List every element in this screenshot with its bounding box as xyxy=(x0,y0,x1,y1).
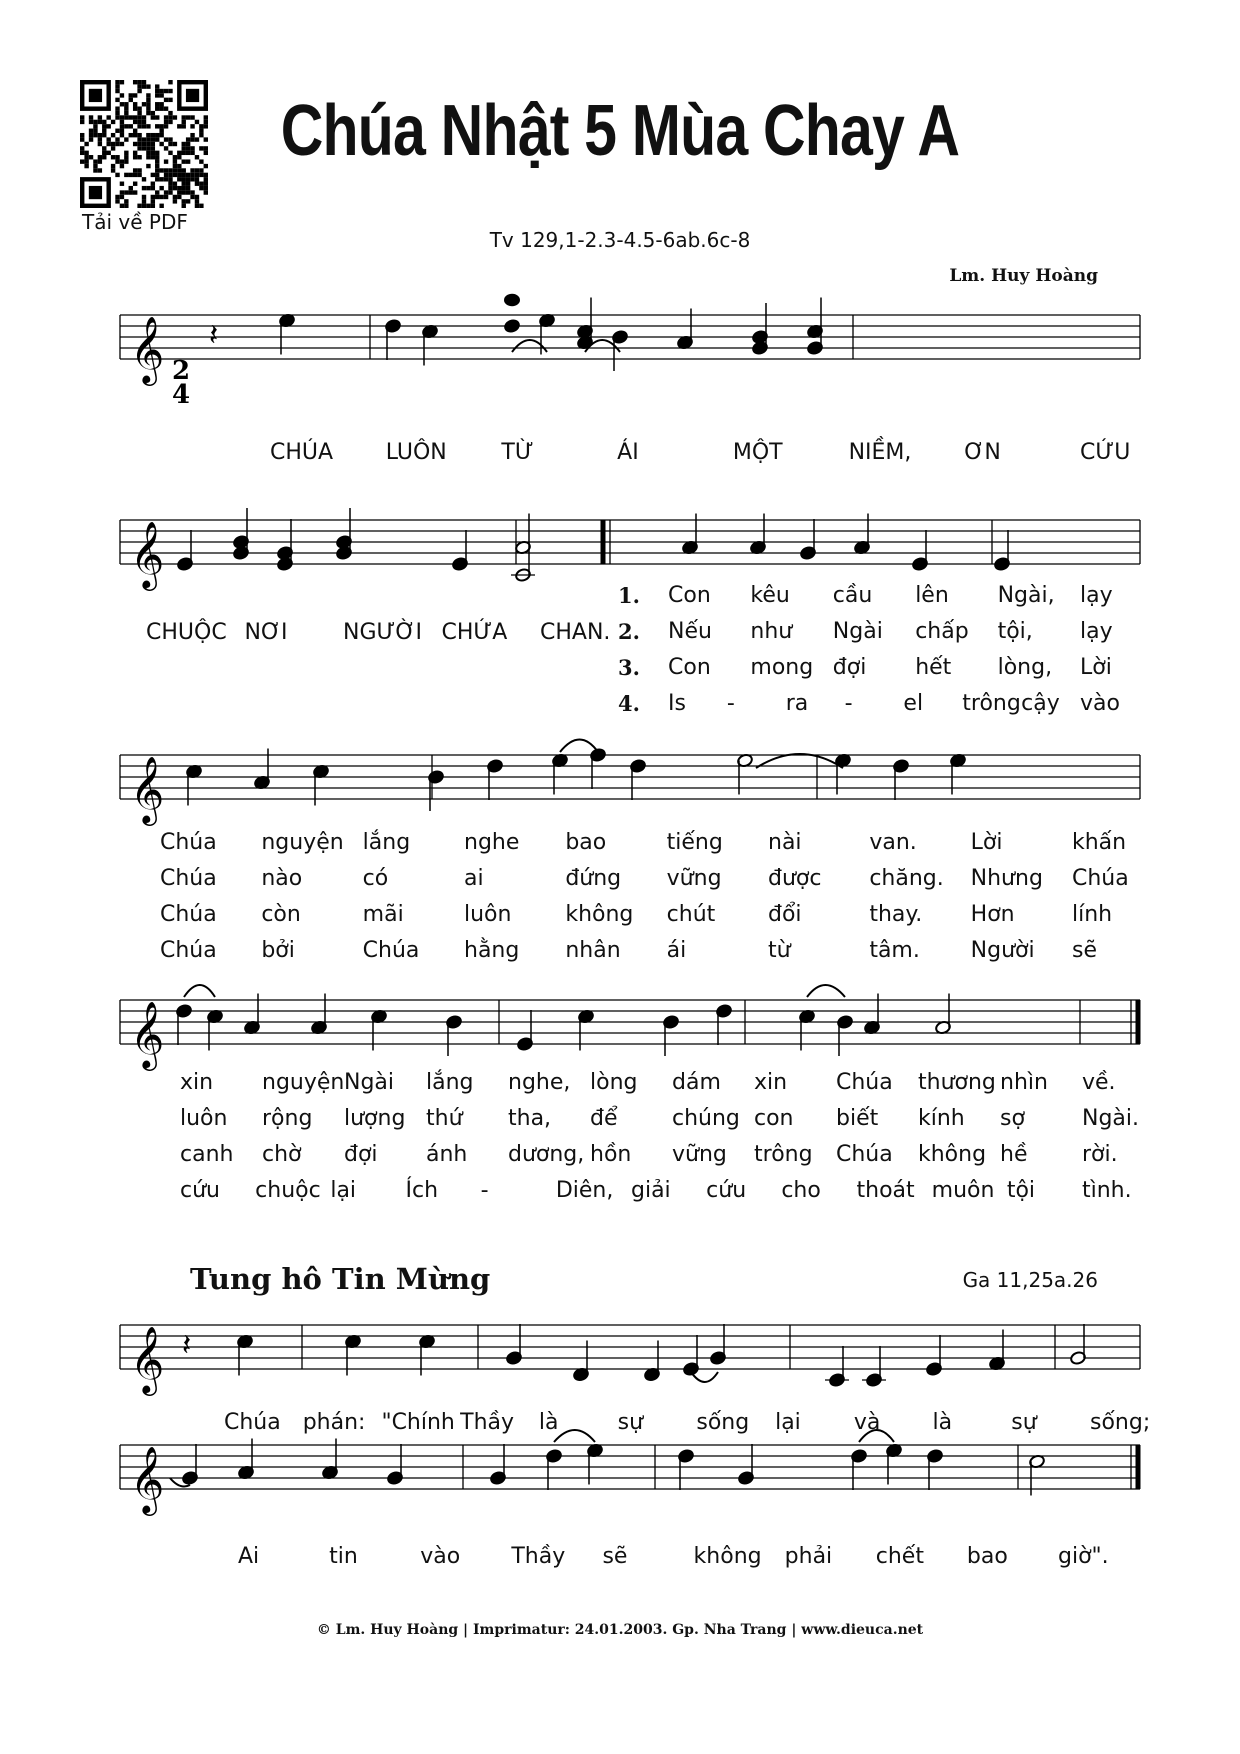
verse-lyric: hồn xyxy=(590,1142,632,1167)
verse-lyric: lắng xyxy=(362,830,411,855)
svg-text:𝄞: 𝄞 xyxy=(130,1325,165,1393)
verse-lyric: muôn xyxy=(931,1178,995,1203)
verse-lyric: luôn xyxy=(464,902,512,927)
verse-lyric: hằng xyxy=(464,938,520,963)
verse-lyric: tâm. xyxy=(869,938,920,963)
verse-lyric: mãi xyxy=(362,902,404,927)
verse-lyric: Is xyxy=(668,691,686,716)
verse-lyric: luôn xyxy=(180,1106,228,1131)
verse-lyric: chúng xyxy=(672,1106,740,1131)
verse-lyric: thoát xyxy=(856,1178,915,1203)
psalm-reference: Tv 129,1-2.3-4.5-6ab.6c-8 xyxy=(489,228,751,252)
verse-lyric: về. xyxy=(1082,1070,1116,1095)
gospel-lyric: là xyxy=(932,1410,953,1435)
verse-lyric: dám xyxy=(672,1070,721,1095)
slur xyxy=(560,740,598,753)
verse-lyric: van. xyxy=(869,830,917,855)
time-signature-bottom: 4 xyxy=(172,380,191,410)
svg-text:𝄞: 𝄞 xyxy=(130,315,165,383)
verse-lyric: xin xyxy=(754,1070,788,1095)
verse-lyric: đứng xyxy=(565,866,622,891)
verse-lyric: lạy xyxy=(1080,619,1113,644)
verse-lyric: khấn xyxy=(1072,830,1127,855)
verse-lyric: sợ xyxy=(1000,1106,1025,1131)
note-head xyxy=(505,295,519,305)
verse-lyric: cứu xyxy=(180,1178,220,1203)
verse-lyric: Chúa xyxy=(160,938,217,963)
verse-lyric: nhìn xyxy=(1000,1070,1048,1095)
verse-lyric: ai xyxy=(464,866,484,891)
treble-clef-icon xyxy=(130,1325,164,1396)
verse-lyric: Nếu xyxy=(668,619,712,644)
time-signature-top: 2 xyxy=(172,356,191,386)
verse-lyric: kêu xyxy=(750,583,790,608)
verse-lyric: tình. xyxy=(1082,1178,1132,1203)
verse-lyric: lắng xyxy=(426,1070,474,1095)
verse-lyric: đợi xyxy=(344,1142,378,1167)
refrain-lyric: NƠI xyxy=(244,620,288,645)
verse-lyric: Ngài xyxy=(832,619,883,644)
gospel-lyric: lại xyxy=(775,1410,801,1435)
verse-lyric: nghe xyxy=(464,830,520,855)
treble-clef-icon xyxy=(130,1000,164,1071)
song-title: Chúa Nhật 5 Mùa Chay A xyxy=(280,91,960,171)
refrain-lyric: LUÔN xyxy=(385,440,447,465)
verse-lyric: Hơn xyxy=(970,902,1015,927)
svg-text:𝄞: 𝄞 xyxy=(130,1000,165,1068)
verse-lyric: nguyện xyxy=(262,1070,345,1095)
treble-clef-icon xyxy=(130,1445,164,1516)
quarter-rest-icon: 𝄽 xyxy=(209,318,219,353)
gospel-lyric: phán: xyxy=(302,1410,366,1435)
verse-lyric: thay. xyxy=(869,902,923,927)
verse-lyric: ái xyxy=(666,938,687,963)
verse-lyric: chấp xyxy=(915,619,969,644)
verse-lyric: Ích xyxy=(405,1178,439,1203)
verse-lyric: nhân xyxy=(565,938,621,963)
verse-lyric: ánh xyxy=(426,1142,468,1167)
gospel-lyric: sống xyxy=(696,1410,750,1435)
verse-lyric: Con xyxy=(668,655,711,680)
refrain-lyric: CHUỘC xyxy=(146,620,227,645)
gospel-lyric: tin xyxy=(329,1544,358,1569)
refrain-lyric: ÁI xyxy=(617,440,639,465)
gospel-lyric: chết xyxy=(875,1544,924,1569)
verse-number: 2. xyxy=(618,619,640,644)
refrain-lyric: CỨU xyxy=(1080,440,1131,465)
verse-lyric: giải xyxy=(631,1178,671,1203)
verse-lyric: nghe, xyxy=(508,1070,571,1095)
verse-lyric: Người xyxy=(970,938,1035,963)
verse-lyric: Diên, xyxy=(555,1178,614,1203)
verse-lyric: rời. xyxy=(1082,1142,1118,1167)
gospel-lyric: Thầy xyxy=(511,1544,566,1569)
verse-lyric: xin xyxy=(180,1070,214,1095)
quarter-rest-icon: 𝄽 xyxy=(182,1328,192,1363)
svg-text:𝄞: 𝄞 xyxy=(130,1445,165,1513)
gospel-lyric: giờ". xyxy=(1058,1544,1109,1569)
verse-number: 4. xyxy=(618,691,640,716)
composer: Lm. Huy Hoàng xyxy=(949,266,1098,286)
verse-lyric: lòng, xyxy=(997,655,1053,680)
verse-lyric: nguyện xyxy=(261,830,344,855)
verse-lyric: vững xyxy=(672,1142,727,1167)
slur xyxy=(554,1430,595,1442)
gospel-lyric: và xyxy=(853,1410,881,1435)
verse-lyric: thứ xyxy=(426,1106,463,1131)
verse-lyric: không xyxy=(918,1142,987,1167)
refrain-lyric: CHÚA xyxy=(270,440,334,465)
gospel-reference: Ga 11,25a.26 xyxy=(962,1268,1098,1292)
verse-lyric: Con xyxy=(668,583,711,608)
qr-caption: Tải về PDF xyxy=(82,210,188,234)
gospel-lyric: sẽ xyxy=(602,1544,628,1569)
gospel-lyric: Chúa xyxy=(224,1410,281,1435)
verse-lyric: Ngài xyxy=(344,1070,395,1095)
verse-lyric: vững xyxy=(666,866,722,891)
treble-clef-icon xyxy=(130,520,164,591)
verse-lyric: Ngài. xyxy=(1082,1106,1140,1131)
verse-lyric: - xyxy=(480,1178,489,1203)
refrain-lyric: CHAN. xyxy=(540,620,611,645)
verse-lyric: chăng. xyxy=(869,866,944,891)
verse-lyric: Chúa xyxy=(160,866,217,891)
verse-lyric: tội, xyxy=(997,619,1033,644)
verse-lyric: Chúa xyxy=(362,938,420,963)
slur xyxy=(184,985,215,997)
treble-clef-icon xyxy=(130,755,164,826)
verse-lyric: Chúa xyxy=(1072,866,1129,891)
verse-lyric: lính xyxy=(1072,902,1113,927)
gospel-lyric: sự xyxy=(1011,1410,1037,1435)
verse-lyric: Chúa xyxy=(160,902,217,927)
copyright-footer: © Lm. Huy Hoàng | Imprimatur: 24.01.2003. Gp. Nha Trang | www.dieuca.net xyxy=(316,1622,924,1638)
verse-lyric: Nhưng xyxy=(970,866,1043,891)
verse-lyric: kính xyxy=(918,1106,965,1131)
verse-lyric: - xyxy=(726,691,735,716)
gospel-lyric: Ai xyxy=(238,1544,260,1569)
gospel-lyric: bao xyxy=(966,1544,1008,1569)
treble-clef-icon xyxy=(130,315,164,386)
verse-lyric: lạy xyxy=(1080,583,1113,608)
verse-lyric: vào xyxy=(1080,691,1120,716)
verse-lyric: nài xyxy=(768,830,802,855)
verse-lyric: chút xyxy=(666,902,716,927)
verse-lyric: dương, xyxy=(508,1142,585,1167)
verse-lyric: có xyxy=(362,866,389,891)
verse-lyric: el xyxy=(903,691,924,716)
verse-lyric: ra xyxy=(785,691,809,716)
verse-lyric: không xyxy=(565,902,634,927)
verse-lyric: được xyxy=(768,866,822,891)
verse-lyric: biết xyxy=(836,1106,879,1131)
verse-lyric: hề xyxy=(1000,1142,1028,1167)
slur xyxy=(807,985,845,997)
verse-lyric: tiếng xyxy=(666,830,723,855)
verse-lyric: Chúa xyxy=(836,1142,893,1167)
verse-lyric: lòng xyxy=(590,1070,638,1095)
verse-lyric: mong xyxy=(750,655,814,680)
verse-lyric: Chúa xyxy=(836,1070,893,1095)
verse-lyric: đổi xyxy=(768,902,802,927)
verse-lyric: hết xyxy=(915,655,952,680)
verse-number: 1. xyxy=(618,583,640,608)
verse-lyric: lượng xyxy=(344,1106,406,1131)
gospel-lyric: vào xyxy=(420,1544,461,1569)
verse-lyric: cầu xyxy=(832,583,873,608)
refrain-lyric: NIỀM, xyxy=(848,440,912,465)
verse-lyric: nào xyxy=(261,866,303,891)
verse-lyric: con xyxy=(754,1106,794,1131)
verse-lyric: tha, xyxy=(508,1106,552,1131)
refrain-lyric: NGƯỜI xyxy=(343,620,422,645)
verse-lyric: như xyxy=(750,619,793,644)
verse-lyric: bởi xyxy=(261,938,295,963)
refrain-lyric: MỘT xyxy=(732,440,783,465)
svg-text:𝄞: 𝄞 xyxy=(130,520,165,588)
gospel-lyric: là xyxy=(538,1410,559,1435)
verse-lyric: Lời xyxy=(1080,655,1112,680)
verse-number: 3. xyxy=(618,655,640,680)
refrain-lyric: CHỨA xyxy=(441,620,508,645)
verse-lyric: để xyxy=(590,1106,618,1131)
refrain-lyric: ƠN xyxy=(964,440,1001,465)
verse-lyric: Ngài, xyxy=(997,583,1055,608)
verse-lyric: chờ xyxy=(262,1142,302,1167)
verse-lyric: còn xyxy=(261,902,301,927)
gospel-acclamation-title: Tung hô Tin Mừng xyxy=(190,1262,491,1296)
verse-lyric: lại xyxy=(330,1178,357,1203)
gospel-lyric: Thầy xyxy=(460,1410,515,1435)
gospel-lyric: sự xyxy=(617,1410,644,1435)
gospel-lyric: sống; xyxy=(1090,1410,1151,1435)
verse-lyric: cứu xyxy=(706,1178,747,1203)
verse-lyric: canh xyxy=(180,1142,234,1167)
verse-lyric: - xyxy=(844,691,853,716)
verse-lyric: thương xyxy=(918,1070,996,1095)
verse-lyric: tội xyxy=(1006,1178,1036,1203)
verse-lyric: trông xyxy=(754,1142,813,1167)
gospel-lyric: không xyxy=(693,1544,762,1569)
verse-lyric: chuộc xyxy=(255,1178,321,1203)
gospel-lyric: phải xyxy=(784,1544,833,1569)
verse-lyric: cho xyxy=(781,1178,821,1203)
verse-lyric: trông xyxy=(962,691,1021,716)
svg-text:𝄞: 𝄞 xyxy=(130,755,165,823)
verse-lyric: rộng xyxy=(262,1106,313,1131)
gospel-lyric: "Chính xyxy=(381,1410,455,1435)
note-head xyxy=(504,319,521,334)
verse-lyric: sẽ xyxy=(1072,938,1097,963)
verse-lyric: cậy xyxy=(1021,691,1060,716)
staff-system-6 xyxy=(0,1430,1240,1550)
qr-code[interactable] xyxy=(80,80,208,208)
verse-lyric: lên xyxy=(915,583,949,608)
verse-lyric: Lời xyxy=(970,830,1003,855)
staff-system-1 xyxy=(0,300,1240,420)
verse-lyric: bao xyxy=(565,830,607,855)
verse-lyric: từ xyxy=(768,938,791,963)
verse-lyric: Chúa xyxy=(160,830,217,855)
refrain-lyric: TỪ xyxy=(501,440,534,465)
verse-lyric: đợi xyxy=(832,655,867,680)
